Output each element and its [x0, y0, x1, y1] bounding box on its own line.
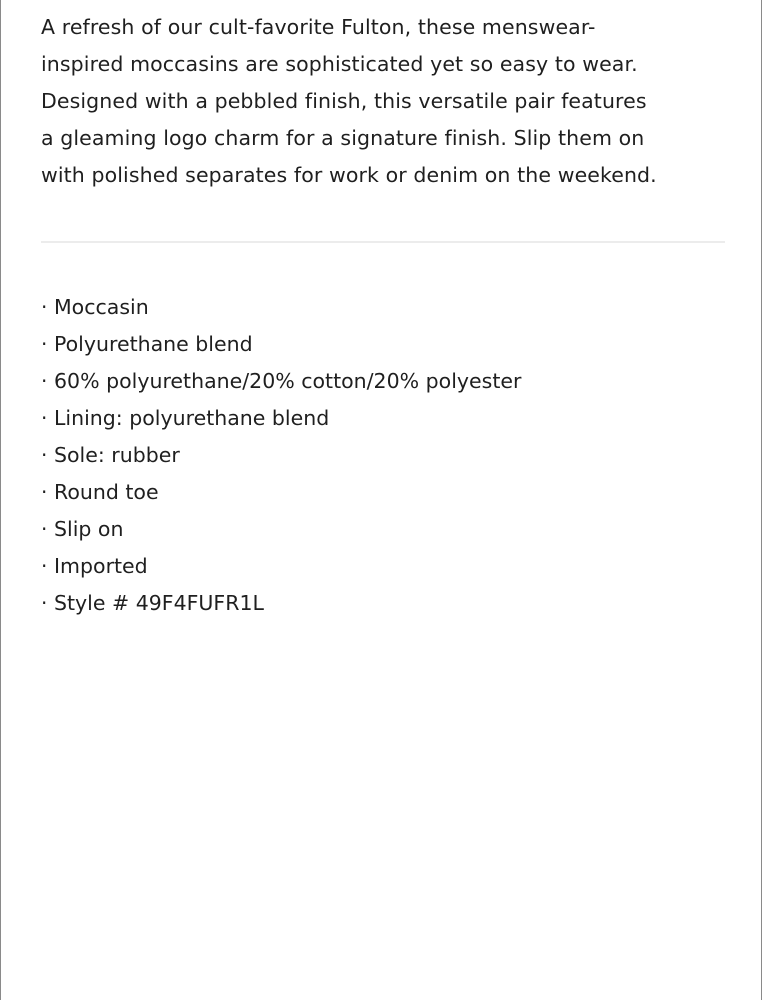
feature-item-origin: [41, 548, 521, 585]
bullet-icon: ·: [41, 517, 48, 541]
feature-text: Imported: [54, 554, 148, 578]
feature-text: Style # 49F4FUFR1L: [54, 591, 264, 615]
feature-item-composition: [41, 363, 521, 400]
feature-item-closure: [41, 511, 521, 548]
feature-text: Round toe: [54, 480, 159, 504]
feature-text: Lining: polyurethane blend: [54, 406, 330, 430]
description-line: with polished separates for work or denim on the weekend.: [41, 163, 657, 187]
bullet-icon: ·: [41, 295, 48, 319]
feature-item-lining: [41, 400, 521, 437]
feature-list: [41, 289, 521, 622]
bullet-icon: ·: [41, 332, 48, 356]
description-line: inspired moccasins are sophisticated yet so easy to wear.: [41, 52, 638, 76]
feature-item-sole: [41, 437, 521, 474]
feature-text: Sole: rubber: [54, 443, 180, 467]
product-description: [41, 9, 741, 194]
feature-text: 60% polyurethane/20% cotton/20% polyester: [54, 369, 522, 393]
bullet-icon: ·: [41, 480, 48, 504]
feature-text: Moccasin: [54, 295, 149, 319]
feature-text: Slip on: [54, 517, 124, 541]
bullet-icon: ·: [41, 443, 48, 467]
feature-item-material: [41, 326, 521, 363]
bullet-icon: ·: [41, 406, 48, 430]
feature-item-style-number: [41, 585, 521, 622]
description-line: Designed with a pebbled finish, this versatile pair features: [41, 89, 647, 113]
feature-item-moccasin: [41, 289, 521, 326]
bullet-icon: ·: [41, 554, 48, 578]
description-line: A refresh of our cult-favorite Fulton, these menswear-: [41, 15, 596, 39]
section-divider: [41, 241, 725, 243]
feature-item-toe: [41, 474, 521, 511]
description-line: a gleaming logo charm for a signature finish. Slip them on: [41, 126, 645, 150]
bullet-icon: ·: [41, 591, 48, 615]
bullet-icon: ·: [41, 369, 48, 393]
feature-text: Polyurethane blend: [54, 332, 253, 356]
